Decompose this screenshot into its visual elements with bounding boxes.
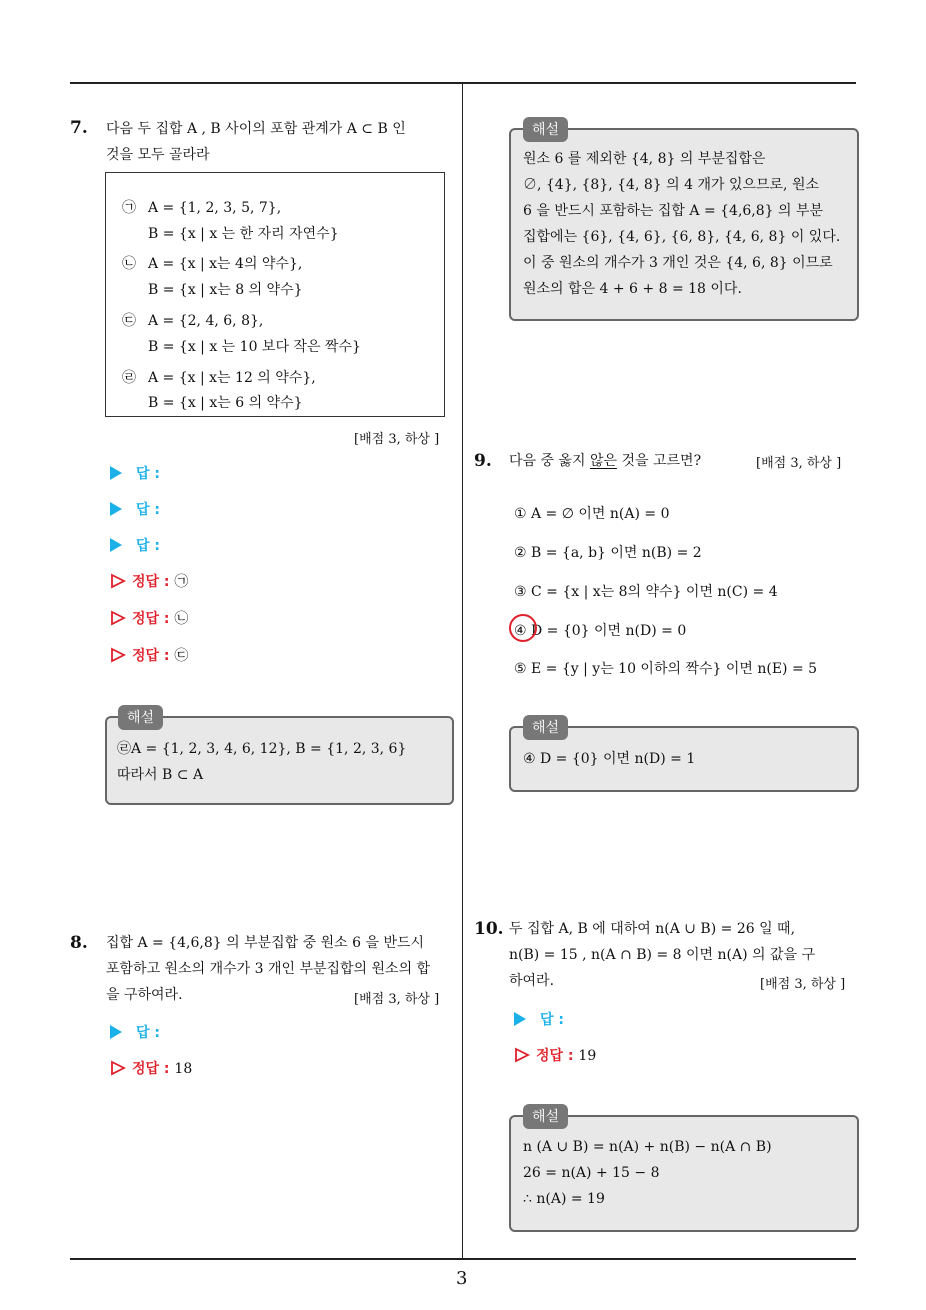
question-10-solution-tab: 해설 xyxy=(523,1104,568,1129)
question-9-option-4[interactable]: ④ D = {0} 이면 n(D) = 0 xyxy=(514,623,687,639)
question-10-meta: [배점 3, 하상 ] xyxy=(760,977,846,992)
question-8-line2: 포함하고 원소의 개수가 3 개인 부분집합의 원소의 합 xyxy=(106,961,431,977)
question-8-solution-tab: 해설 xyxy=(523,117,568,142)
question-9-option-5[interactable]: ⑤ E = {y | y는 10 이하의 짝수} 이면 n(E) = 5 xyxy=(514,661,818,677)
outline-triangle-icon xyxy=(110,610,126,626)
outline-triangle-icon xyxy=(514,1047,530,1063)
solution-line2: ∅, {4}, {8}, {4, 8} 의 4 개가 있으므로, 원소 xyxy=(523,177,819,193)
question-10-solution-box xyxy=(509,1115,859,1232)
top-rule xyxy=(70,82,856,84)
question-7-text-line2: 것을 모두 골라라 xyxy=(106,147,210,163)
question-10-correct: 정답 : 19 xyxy=(514,1045,596,1065)
question-10-line1: 두 집합 A, B 에 대하여 n(A ∪ B) = 26 일 때, xyxy=(509,921,796,937)
question-7-solution-tab: 해설 xyxy=(118,705,163,730)
selected-answer-circle-icon xyxy=(509,614,537,642)
play-icon xyxy=(110,502,122,516)
outline-triangle-icon xyxy=(110,573,126,589)
item-d-line1: A = {x | x는 12 의 약수}, xyxy=(148,370,316,386)
solution-line3: ∴ n(A) = 19 xyxy=(523,1191,605,1207)
solution-line5: 이 중 원소의 개수가 3 개인 것은 {4, 6, 8} 이므로 xyxy=(523,255,833,271)
question-10-number: 10. xyxy=(474,919,504,939)
solution-line1: n (A ∪ B) = n(A) + n(B) − n(A ∩ B) xyxy=(523,1139,772,1155)
play-icon xyxy=(110,1025,122,1039)
question-8-solution-box xyxy=(509,128,859,321)
question-7-correct-2: 정답 : ㉡ xyxy=(110,608,188,628)
solution-line1: 원소 6 를 제외한 {4, 8} 의 부분집합은 xyxy=(523,151,766,167)
item-b-marker: ㉡ xyxy=(122,256,136,272)
solution-line: ④ D = {0} 이면 n(D) = 1 xyxy=(523,751,696,767)
question-10-line2: n(B) = 15 , n(A ∩ B) = 8 이면 n(A) 의 값을 구 xyxy=(509,947,815,963)
solution-line4: 집합에는 {6}, {4, 6}, {6, 8}, {4, 6, 8} 이 있다. xyxy=(523,229,841,245)
solution-line1: ㉣A = {1, 2, 3, 4, 6, 12}, B = {1, 2, 3, 6} xyxy=(117,741,407,757)
solution-line3: 6 을 반드시 포함하는 집합 A = {4,6,8} 의 부분 xyxy=(523,203,824,219)
question-9-option-1[interactable]: ① A = ∅ 이면 n(A) = 0 xyxy=(514,506,670,522)
question-10-line3: 하여라. xyxy=(509,973,555,989)
question-8-answer[interactable]: 답 : xyxy=(110,1022,160,1042)
item-a-line1: A = {1, 2, 3, 5, 7}, xyxy=(148,200,282,216)
question-8-line3: 을 구하여라. xyxy=(106,987,183,1003)
play-icon xyxy=(110,538,122,552)
item-a-marker: ㉠ xyxy=(122,200,136,216)
question-9-number: 9. xyxy=(474,451,492,471)
question-7-number: 7. xyxy=(70,118,88,138)
solution-line2: 26 = n(A) + 15 − 8 xyxy=(523,1165,660,1181)
question-9-option-2[interactable]: ② B = {a, b} 이면 n(B) = 2 xyxy=(514,545,702,561)
item-d-marker: ㉣ xyxy=(122,370,136,386)
page-number: 3 xyxy=(456,1268,468,1289)
question-9-meta: [배점 3, 하상 ] xyxy=(756,456,842,471)
item-d-line2: B = {x | x는 6 의 약수} xyxy=(148,395,303,411)
solution-line2: 따라서 B ⊂ A xyxy=(117,767,204,783)
item-a-line2: B = {x | x 는 한 자리 자연수} xyxy=(148,226,339,242)
item-c-line1: A = {2, 4, 6, 8}, xyxy=(148,313,264,329)
question-7-item-box xyxy=(105,172,445,417)
question-9-text: 다음 중 옳지 않은 것을 고르면? xyxy=(509,453,702,469)
bottom-rule xyxy=(70,1258,856,1260)
question-7-answer-2[interactable]: 답 : xyxy=(110,499,160,519)
question-8-line1: 집합 A = {4,6,8} 의 부분집합 중 원소 6 을 반드시 xyxy=(106,935,425,951)
solution-line6: 원소의 합은 4 + 6 + 8 = 18 이다. xyxy=(523,281,742,297)
play-icon xyxy=(110,466,122,480)
question-7-answer-3[interactable]: 답 : xyxy=(110,535,160,555)
underlined-word: 않은 xyxy=(589,453,618,469)
item-b-line2: B = {x | x는 8 의 약수} xyxy=(148,282,303,298)
question-10-answer[interactable]: 답 : xyxy=(514,1009,564,1029)
question-7-correct-3: 정답 : ㉢ xyxy=(110,645,188,665)
outline-triangle-icon xyxy=(110,1060,126,1076)
question-8-meta: [배점 3, 하상 ] xyxy=(354,992,440,1007)
question-8-correct: 정답 : 18 xyxy=(110,1058,192,1078)
question-9-solution-tab: 해설 xyxy=(523,715,568,740)
item-c-marker: ㉢ xyxy=(122,313,136,329)
question-9-option-3[interactable]: ③ C = {x | x는 8의 약수} 이면 n(C) = 4 xyxy=(514,584,778,600)
question-7-correct-1: 정답 : ㉠ xyxy=(110,571,188,591)
question-7-text-line1: 다음 두 집합 A , B 사이의 포함 관계가 A ⊂ B 인 xyxy=(106,121,406,137)
question-8-number: 8. xyxy=(70,933,88,953)
item-b-line1: A = {x | x는 4의 약수}, xyxy=(148,256,303,272)
item-c-line2: B = {x | x 는 10 보다 작은 짝수} xyxy=(148,339,361,355)
outline-triangle-icon xyxy=(110,647,126,663)
question-7-answer-1[interactable]: 답 : xyxy=(110,463,160,483)
column-divider xyxy=(462,82,463,1260)
play-icon xyxy=(514,1012,526,1026)
question-7-meta: [배점 3, 하상 ] xyxy=(354,432,440,447)
